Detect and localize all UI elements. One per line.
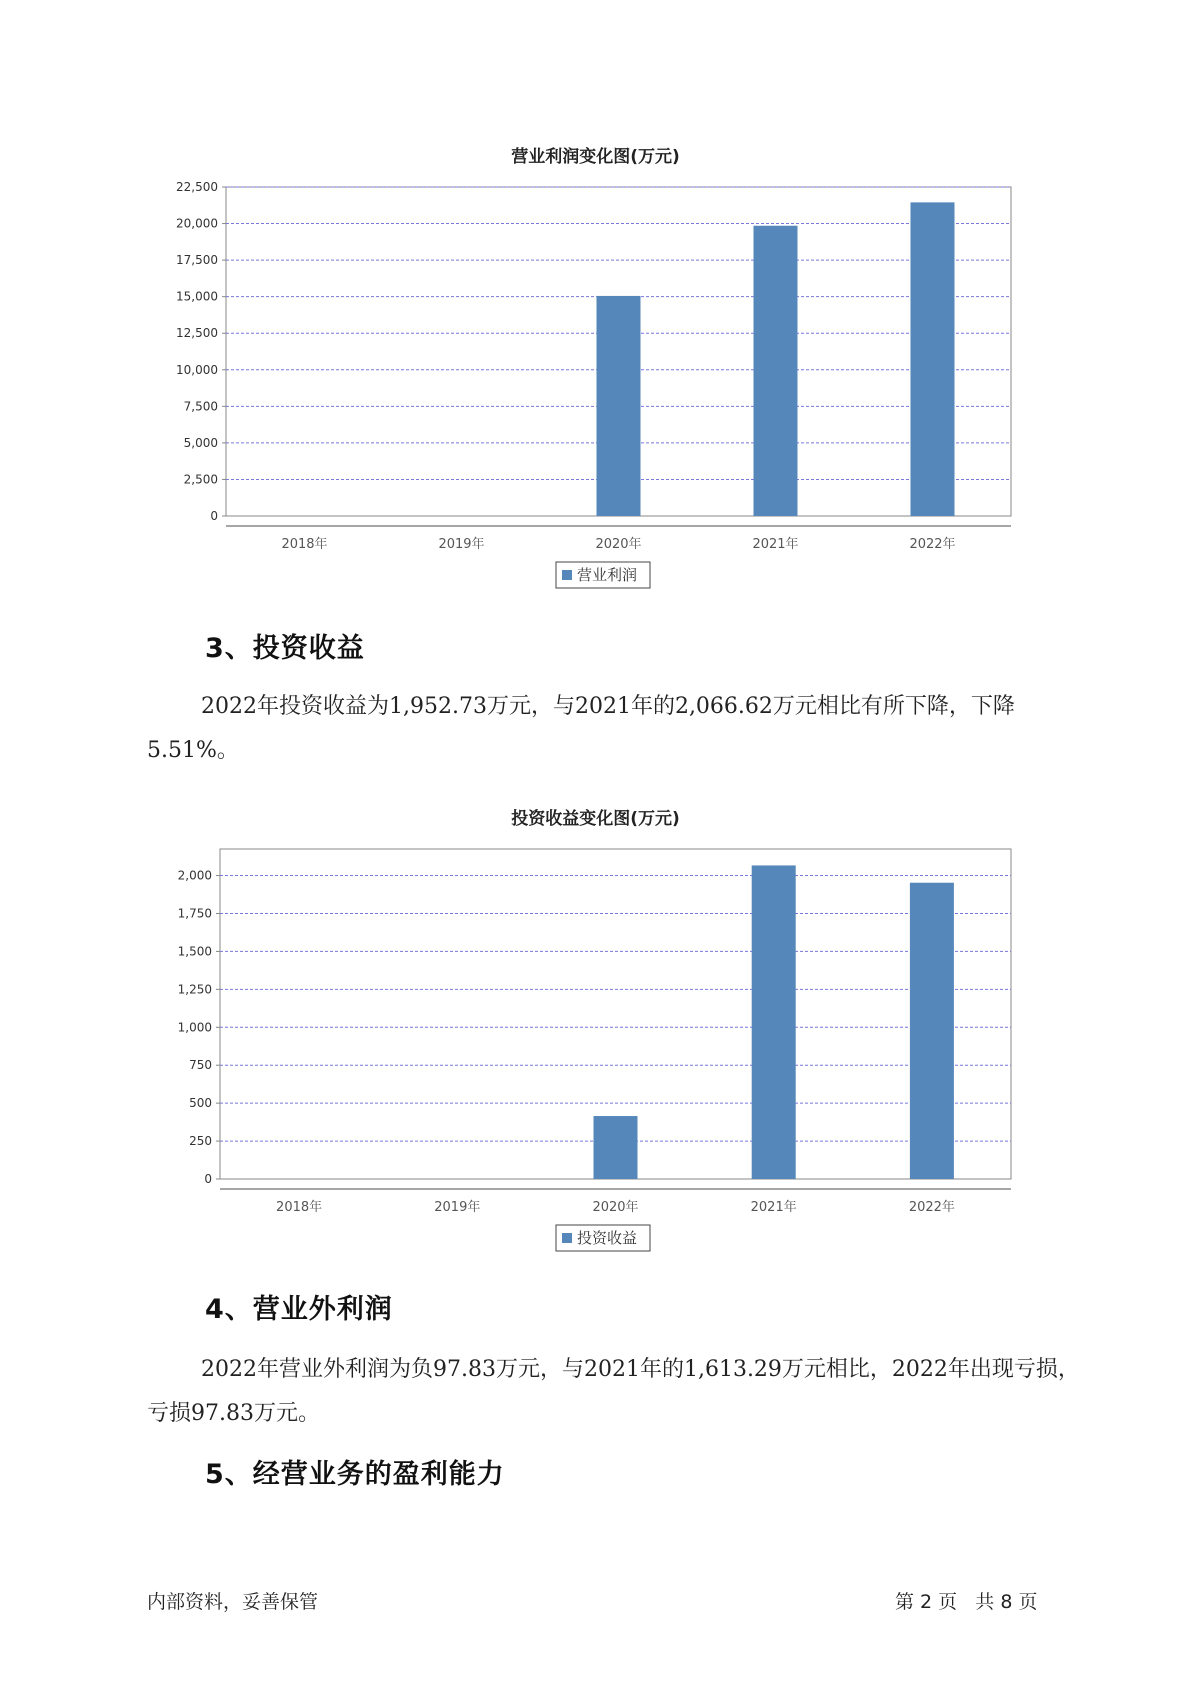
y-tick-label: 1,750	[177, 906, 212, 921]
footer-confidential-note: 内部资料，妥善保管	[147, 1591, 319, 1613]
x-tick-label: 2018年	[276, 1200, 323, 1215]
paragraph-investment: 2022年投资收益为1,952.73万元，与2021年的2,066.62万元相比有所下降，下降5.51%。	[147, 694, 1015, 763]
y-tick-label: 2,500	[183, 472, 218, 487]
y-tick-label: 0	[210, 509, 218, 523]
legend-swatch	[562, 1233, 572, 1243]
section-heading-nonoperating: 4、营业外利润	[205, 1294, 393, 1325]
y-tick-label: 10,000	[176, 362, 218, 377]
bar	[597, 296, 641, 516]
section-heading-investment: 3、投资收益	[205, 633, 365, 664]
y-tick-label: 22,500	[176, 180, 218, 194]
bar	[594, 1116, 638, 1179]
y-tick-label: 2,000	[177, 868, 212, 883]
y-tick-label: 500	[189, 1096, 212, 1111]
y-tick-label: 7,500	[183, 399, 218, 414]
legend-label: 营业利润	[577, 566, 638, 584]
y-tick-label: 0	[204, 1172, 212, 1186]
legend-swatch	[562, 570, 572, 580]
chart-title: 营业利润变化图(万元)	[511, 147, 680, 167]
y-tick-label: 20,000	[176, 216, 218, 231]
operating-profit-chart	[0, 170, 1191, 590]
y-tick-label: 5,000	[183, 435, 218, 450]
x-tick-label: 2022年	[909, 537, 956, 552]
x-tick-label: 2021年	[752, 537, 799, 552]
legend-label: 投资收益	[577, 1229, 638, 1247]
y-tick-label: 1,500	[177, 944, 212, 959]
y-tick-label: 17,500	[176, 253, 218, 268]
paragraph-nonoperating: 2022年营业外利润为负97.83万元，与2021年的1,613.29万元相比，2022年出现亏损，亏损97.83万元。	[147, 1357, 1080, 1426]
bar	[911, 202, 955, 516]
y-tick-label: 12,500	[176, 326, 218, 341]
x-tick-label: 2022年	[908, 1200, 955, 1215]
chart-title: 投资收益变化图(万元)	[511, 809, 680, 829]
y-tick-label: 1,250	[177, 982, 212, 997]
x-tick-label: 2020年	[592, 1200, 639, 1215]
x-tick-label: 2020年	[595, 537, 642, 552]
y-tick-label: 250	[189, 1134, 212, 1149]
y-tick-label: 1,000	[177, 1020, 212, 1035]
section-heading-profitability: 5、经营业务的盈利能力	[205, 1459, 505, 1490]
x-tick-label: 2021年	[750, 1200, 797, 1215]
bar	[752, 865, 796, 1179]
bar	[754, 226, 798, 516]
y-tick-label: 750	[189, 1058, 212, 1073]
investment-income-chart	[0, 834, 1191, 1254]
bar	[910, 883, 954, 1179]
x-tick-label: 2019年	[434, 1200, 481, 1215]
x-tick-label: 2018年	[281, 537, 328, 552]
x-tick-label: 2019年	[438, 537, 485, 552]
footer-page-number: 第 2 页 共 8 页	[895, 1591, 1038, 1613]
y-tick-label: 15,000	[176, 289, 218, 304]
